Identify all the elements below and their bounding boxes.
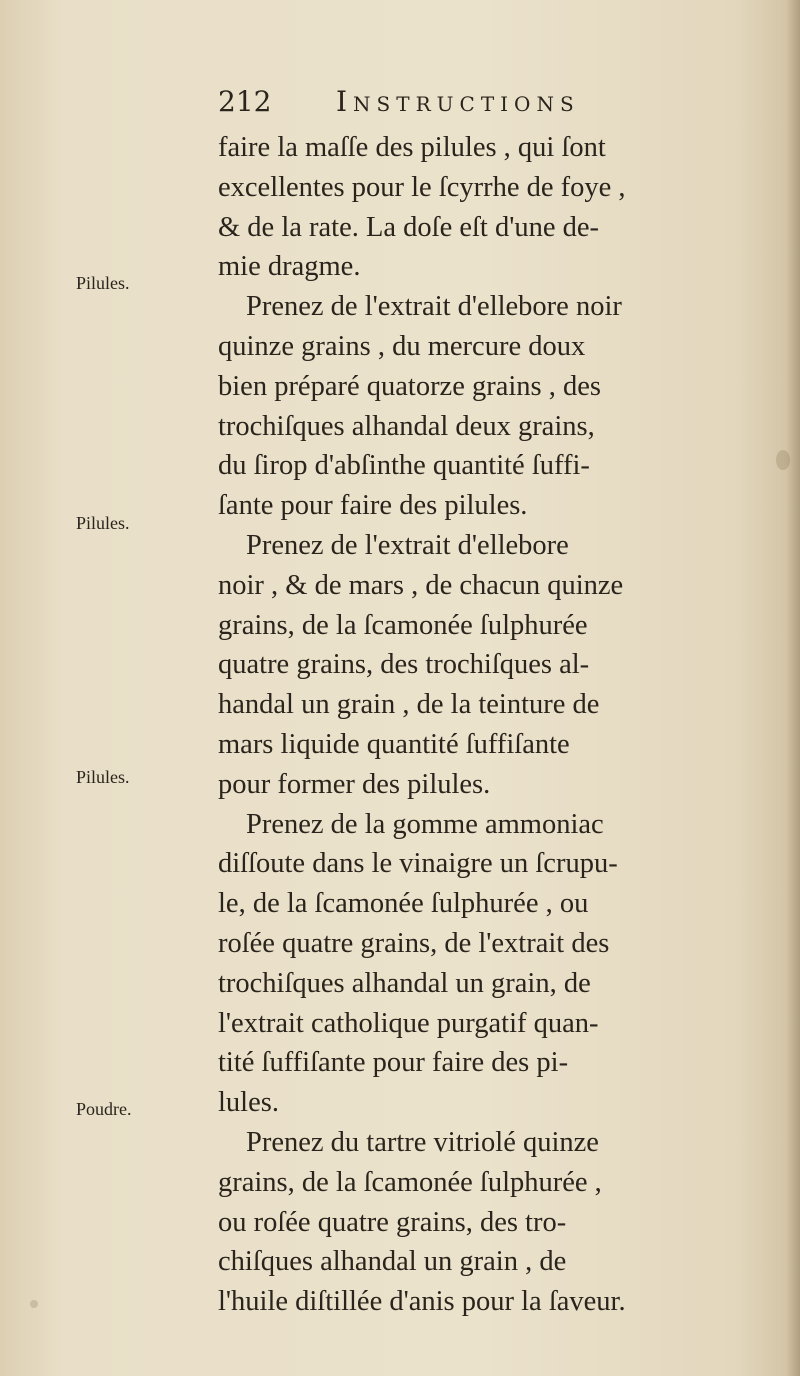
text-line: noir , & de mars , de chacun quinze (218, 569, 624, 601)
text-line: bien préparé quatorze grains , des (218, 370, 601, 402)
text-line: grains, de la ſcamonée ſulphurée (218, 609, 588, 641)
text-line: mars liquide quantité ſuffiſante (218, 728, 570, 760)
text-line: trochiſques alhandal deux grains, (218, 410, 595, 442)
running-head: Instructions (336, 85, 580, 118)
margin-note-pilules: Pilules. (76, 273, 130, 293)
text-line: le, de la ſcamonée ſulphurée , ou (218, 888, 589, 920)
margin-note-pilules: Pilules. (76, 513, 130, 533)
text-line: trochiſques alhandal un grain, de (218, 967, 591, 999)
margin-note-pilules: Pilules. (76, 767, 130, 787)
text-line: l'huile diſtillée d'anis pour la ſaveur. (218, 1286, 626, 1318)
text-line: Prenez du tartre vitriolé quinze (246, 1126, 599, 1158)
page-edge-shadow (786, 0, 800, 1376)
text-line: ou roſée quatre grains, des tro- (218, 1206, 567, 1238)
text-line: l'extrait catholique purgatif quan- (218, 1007, 599, 1039)
text-line: Prenez de la gomme ammoniac (246, 808, 604, 840)
text-line: faire la maſſe des pilules , qui ſont (218, 132, 606, 163)
text-line: grains, de la ſcamonée ſulphurée , (218, 1166, 602, 1198)
text-line: Prenez de l'extrait d'ellebore noir (246, 291, 622, 323)
text-line: & de la rate. La doſe eſt d'une de- (218, 211, 600, 243)
text-line: ſante pour faire des pilules. (218, 490, 528, 522)
text-line: mie dragme. (218, 251, 361, 283)
margin-note-poudre: Poudre. (76, 1099, 132, 1119)
text-line: excellentes pour le ſcyrrhe de foye , (218, 171, 626, 203)
page-number: 212 (218, 85, 272, 118)
text-line: quatre grains, des trochiſques al- (218, 649, 590, 681)
text-line: handal un grain , de la teinture de (218, 689, 600, 721)
text-line: pour former des pilules. (218, 768, 491, 800)
text-line: du ſirop d'abſinthe quantité ſuffi- (218, 450, 590, 482)
text-line: diſſoute dans le vinaigre un ſcrupu- (218, 848, 618, 880)
ink-spot (776, 450, 790, 470)
ink-spot (30, 1300, 38, 1308)
text-line: roſée quatre grains, de l'extrait des (218, 927, 610, 959)
text-line: chiſques alhandal un grain , de (218, 1246, 567, 1278)
text-line: quinze grains , du mercure doux (218, 330, 586, 362)
text-line: Prenez de l'extrait d'ellebore (246, 529, 569, 561)
text-line: tité ſuffiſante pour faire des pi- (218, 1047, 569, 1079)
page-header (218, 82, 638, 122)
body-text (218, 128, 738, 1322)
text-line: lules. (218, 1087, 279, 1119)
